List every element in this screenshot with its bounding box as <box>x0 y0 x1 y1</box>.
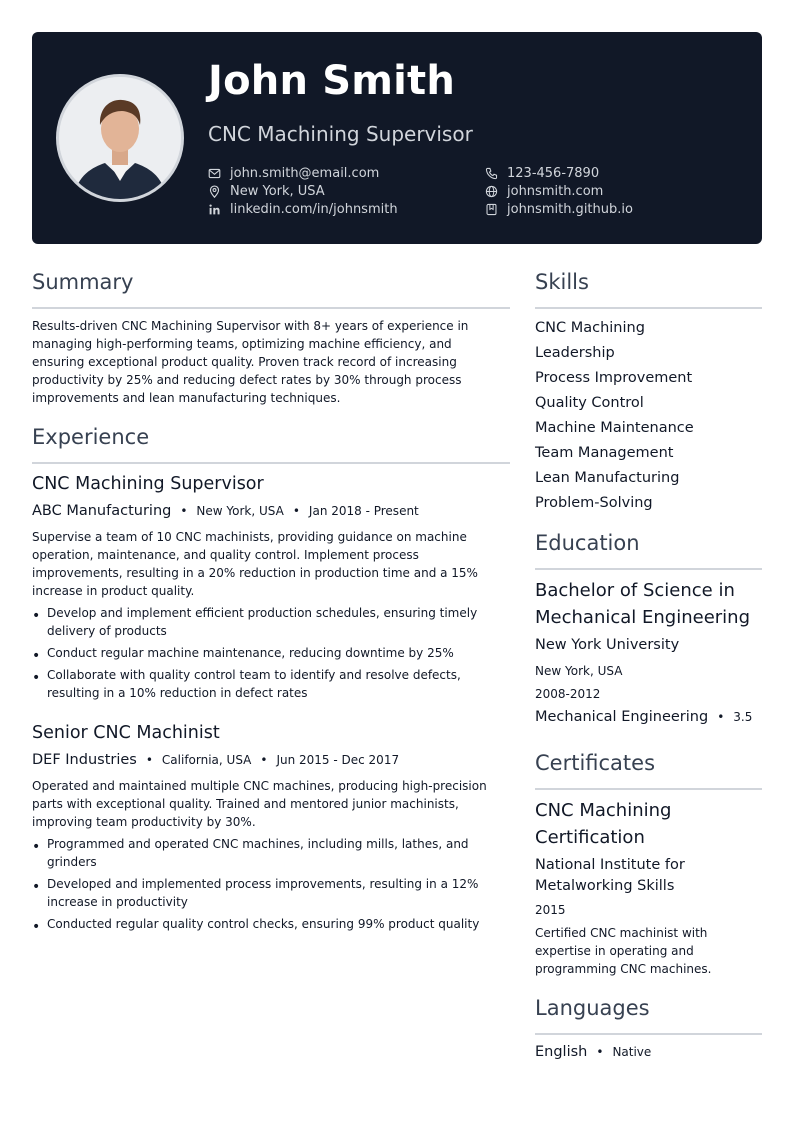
skill-item: Leadership <box>535 345 615 361</box>
job-description: Operated and maintained multiple CNC machines, producing high-precision parts with exceptional quality. Trained and mentored junior machinists, improving team productivity by 30%. <box>32 779 487 829</box>
separator-dot: • <box>596 1045 604 1059</box>
list-item: • Programmed and operated CNC machines, including mills, lathes, and grinders <box>32 835 480 871</box>
separator-dot: • <box>292 504 300 518</box>
candidate-title: CNC Machining Supervisor <box>208 122 473 146</box>
skill-item: Team Management <box>535 445 674 461</box>
certificate-name-line-2: Certification <box>535 827 645 848</box>
language-row <box>535 1044 651 1060</box>
degree-line-2: Mechanical Engineering <box>535 607 750 628</box>
job-description: Supervise a team of 10 CNC machinists, providing guidance on machine operation, maintenance, and quality control. Implement process improvements, resulting in a 20% reduction in production time and a 15% increase in product quality. <box>32 530 478 598</box>
separator-dot: • <box>260 753 268 767</box>
contact-location <box>208 184 325 199</box>
degree-line-1: Bachelor of Science in <box>535 580 735 601</box>
job-meta <box>32 503 419 519</box>
person-icon <box>59 77 181 199</box>
experience-divider <box>32 462 510 464</box>
certificate-year: 2015 <box>535 903 566 917</box>
certificate-description: Certified CNC machinist with expertise in operating and programming CNC machines. <box>535 926 712 976</box>
globe-icon <box>485 185 498 198</box>
job-location: California, USA <box>161 753 252 767</box>
separator-dot: • <box>717 710 725 724</box>
linkedin-icon <box>208 203 221 216</box>
mail-icon <box>208 167 221 180</box>
language-name: English <box>535 1044 588 1060</box>
contact-email[interactable] <box>208 166 379 181</box>
school-name: New York University <box>535 637 680 653</box>
contact-github[interactable] <box>485 202 633 217</box>
job-meta <box>32 752 399 768</box>
job-dates: Jun 2015 - Dec 2017 <box>276 753 400 767</box>
list-item: • Conduct regular machine maintenance, reducing downtime by 25% <box>32 644 480 662</box>
phone-icon <box>485 167 498 180</box>
education-heading: Education <box>535 531 640 555</box>
languages-heading: Languages <box>535 996 650 1020</box>
separator-dot: • <box>180 504 188 518</box>
skill-item: Lean Manufacturing <box>535 470 680 486</box>
language-level: Native <box>612 1045 652 1059</box>
contact-linkedin-text: linkedin.com/in/johnsmith <box>230 202 398 217</box>
job-title: CNC Machining Supervisor <box>32 474 264 494</box>
contact-phone[interactable] <box>485 166 599 181</box>
job-bullets <box>32 835 480 937</box>
list-item: • Collaborate with quality control team to identify and resolve defects, resulting in a 10% reduction in defect rates <box>32 666 480 702</box>
job-bullets <box>32 604 480 706</box>
profile-photo <box>56 74 184 202</box>
certificates-heading: Certificates <box>535 751 656 775</box>
skills-heading: Skills <box>535 270 589 294</box>
contact-website[interactable] <box>485 184 603 199</box>
skill-item: CNC Machining <box>535 320 645 336</box>
summary-divider <box>32 307 510 309</box>
location-pin-icon <box>208 185 221 198</box>
bookmark-icon <box>485 203 498 216</box>
skill-item: Process Improvement <box>535 370 693 386</box>
contact-linkedin[interactable] <box>208 202 398 217</box>
education-gpa: 3.5 <box>733 710 753 724</box>
list-item: • Conducted regular quality control checks, ensuring 99% product quality <box>32 915 480 933</box>
certificate-issuer-line-2: Metalworking Skills <box>535 878 675 894</box>
education-divider <box>535 568 762 570</box>
contact-location-text: New York, USA <box>230 184 325 199</box>
job-title: Senior CNC Machinist <box>32 723 220 743</box>
contact-github-text: johnsmith.github.io <box>507 202 633 217</box>
separator-dot: • <box>145 753 153 767</box>
certificate-name-line-1: CNC Machining <box>535 800 672 821</box>
list-item: • Developed and implemented process improvements, resulting in a 12% increase in productivity <box>32 875 480 911</box>
contact-email-text: john.smith@email.com <box>230 166 380 181</box>
resume-header <box>32 32 762 244</box>
school-location: New York, USA <box>535 664 623 678</box>
summary-heading: Summary <box>32 270 134 294</box>
contact-website-text: johnsmith.com <box>507 184 604 199</box>
job-dates: Jan 2018 - Present <box>308 504 419 518</box>
job-company: DEF Industries <box>32 752 137 768</box>
skills-list <box>535 316 694 516</box>
contact-phone-text: 123-456-7890 <box>507 166 600 181</box>
job-company: ABC Manufacturing <box>32 503 172 519</box>
skill-item: Problem-Solving <box>535 495 653 511</box>
list-item: • Develop and implement efficient production schedules, ensuring timely delivery of products <box>32 604 480 640</box>
education-field-row <box>535 709 752 725</box>
education-years: 2008-2012 <box>535 687 601 701</box>
experience-heading: Experience <box>32 425 150 449</box>
job-location: New York, USA <box>196 504 284 518</box>
certificates-divider <box>535 788 762 790</box>
skill-item: Quality Control <box>535 395 644 411</box>
candidate-name: John Smith <box>208 58 456 104</box>
languages-divider <box>535 1033 762 1035</box>
skill-item: Machine Maintenance <box>535 420 694 436</box>
summary-text: Results-driven CNC Machining Supervisor with 8+ years of experience in managing high-performing teams, optimizing machine efficiency, and ensuring exceptional product quality. Proven track record of increasing productivity by 25% and reducing defect rates by 30% through process improvements and lean manufacturing techniques. <box>32 319 469 405</box>
skills-divider <box>535 307 762 309</box>
education-field: Mechanical Engineering <box>535 709 709 725</box>
certificate-issuer-line-1: National Institute for <box>535 857 685 873</box>
